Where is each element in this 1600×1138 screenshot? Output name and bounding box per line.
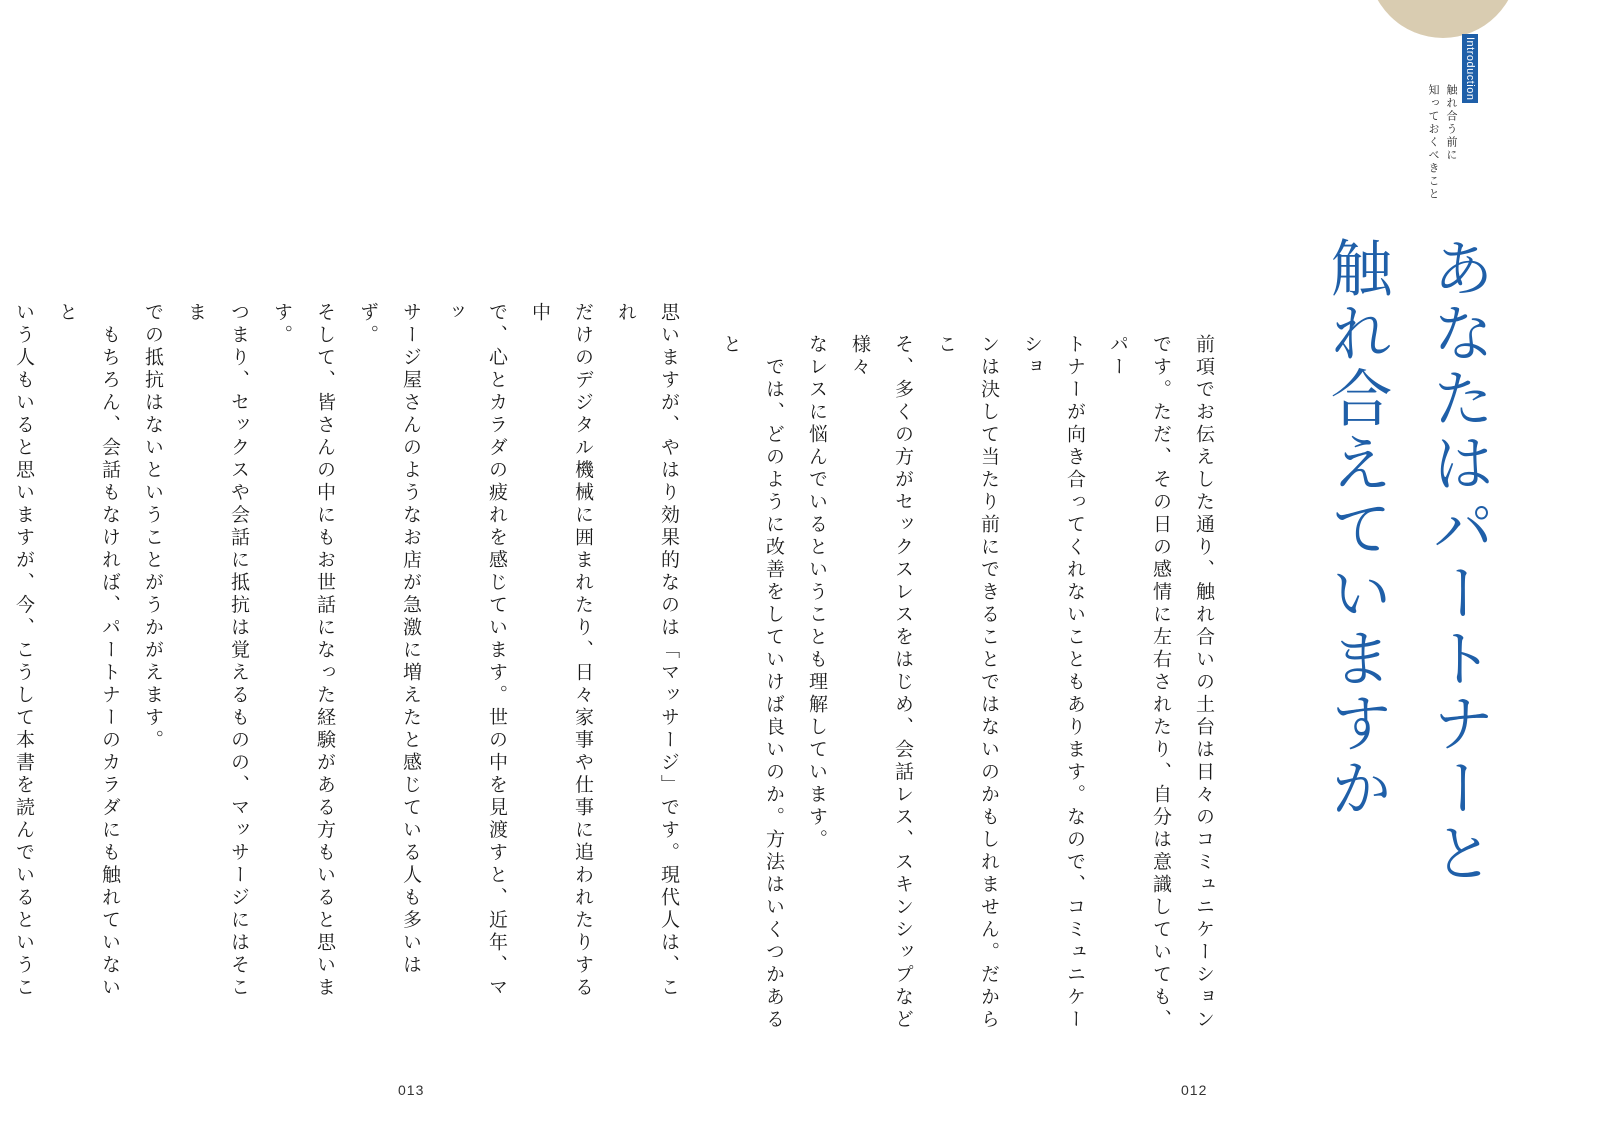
chapter-label: Introduction xyxy=(1462,34,1478,103)
page-title: あなたはパートナーと 触れ合えていますか xyxy=(1320,236,1495,886)
page-number-left: 013 xyxy=(398,1082,425,1098)
page-number-right: 012 xyxy=(1181,1082,1208,1098)
left-page-body: 思いますが、やはり効果的なのは「マッサージ」です。現代人は、これ だけのデジタル機械に囲まれたり、日々家事や仕事に追われたりする中 で、心とカラダの疲れを感じています。世の中を見渡すと、近年、マッ サージ屋さんのようなお店が急激に増えたと感じている人も多いはず。 そして、皆さんの中にもお世話になった経験がある方もいると思います。 つまり、セックスや会話に抵抗は覚えるものの、マッサージにはそこま での抵抗はないということがうかがえます。 もちろん、会話もなければ、パートナーのカラダにも触れていないと いう人もいると思いますが、今、こうして本書を読んでいるというこ xyxy=(13,302,680,1000)
right-page-body: 前項でお伝えした通り、触れ合いの土台は日々のコミュニケーション です。ただ、その日の感情に左右されたり、自分は意識していても、パー トナーが向き合ってくれないこともあります。なので、コミュニケーショ ンは決して当たり前にできることではないのかもしれません。だからこ そ、多くの方がセックスレスをはじめ、会話レス、スキンシップなど様々 なレスに悩んでいるということも理解しています。 では、どのように改善をしていけば良いのか。方法はいくつかあると xyxy=(720,334,1215,1032)
chapter-subtitle: 触れ合う前に 知っておくべきこと xyxy=(1427,84,1458,201)
